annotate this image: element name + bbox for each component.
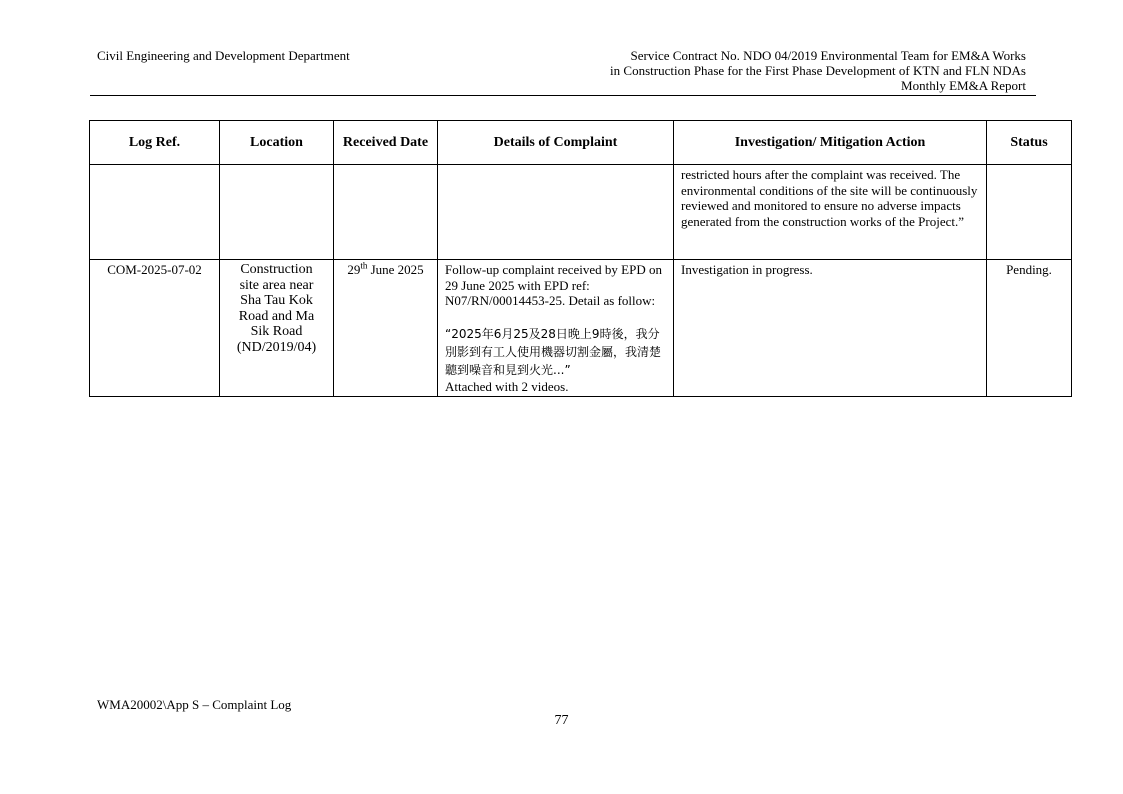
header-department: Civil Engineering and Development Department (97, 48, 350, 63)
footer-document-ref: WMA20002\App S – Complaint Log (97, 697, 292, 712)
header-rule (90, 95, 1036, 96)
page-number: 77 (554, 713, 569, 728)
header-contract (466, 48, 1026, 93)
col-header-location: Location (220, 121, 334, 165)
cell-action: Investigation in progress. (674, 260, 987, 397)
cell-status: Pending. (987, 260, 1072, 397)
cell-log-ref: COM-2025-07-02 (90, 260, 220, 397)
col-header-details: Details of Complaint (438, 121, 674, 165)
col-header-received-date: Received Date (334, 121, 438, 165)
location-line: Sik Road (250, 324, 303, 339)
cell-location (220, 165, 334, 260)
complaint-log-table (89, 120, 1072, 397)
details-attachment: Attached with 2 videos. (445, 378, 569, 394)
location-line: Sha Tau Kok (240, 293, 313, 308)
col-header-action: Investigation/ Mitigation Action (674, 121, 987, 165)
details-intro: Follow-up complaint received by EPD on 29 June 2025 with EPD ref: N07/RN/00014453-25. Detail as follow: (445, 262, 662, 308)
cell-log-ref (90, 165, 220, 260)
header-contract-line-2: in Construction Phase for the First Phase Development of KTN and FLN NDAs (610, 63, 1026, 78)
col-header-status: Status (987, 121, 1072, 165)
location-line: Construction (240, 262, 313, 277)
cell-status (987, 165, 1072, 260)
col-header-log-ref: Log Ref. (90, 121, 220, 165)
date-day: 29 (347, 262, 361, 277)
cell-location (220, 260, 334, 397)
date-month-year: June 2025 (367, 262, 424, 277)
cell-date (334, 260, 438, 397)
header-report-title: Monthly EM&A Report (901, 78, 1026, 93)
date-ordinal: th (360, 260, 368, 271)
table-header-row (90, 121, 1072, 165)
cell-action: restricted hours after the complaint was received. The environmental conditions of the site will be continuously reviewed and monitored to ensure no adverse impacts generated from the construction works of the Project.” (674, 165, 987, 260)
cell-date (334, 165, 438, 260)
cell-details (438, 260, 674, 397)
cell-details (438, 165, 674, 260)
location-line: site area near (239, 277, 314, 293)
header-contract-line-1: Service Contract No. NDO 04/2019 Environmental Team for EM&A Works (630, 48, 1026, 63)
table-row-continued (90, 165, 1072, 260)
location-line: Road and Ma (238, 308, 315, 324)
table-row (90, 260, 1072, 397)
location-line: (ND/2019/04) (236, 339, 317, 355)
details-quote: “2025年6月25及28日晚上9時後，我分別影到有工人使用機器切割金屬，我清楚聽到噪音和見到火光...” (445, 326, 662, 377)
